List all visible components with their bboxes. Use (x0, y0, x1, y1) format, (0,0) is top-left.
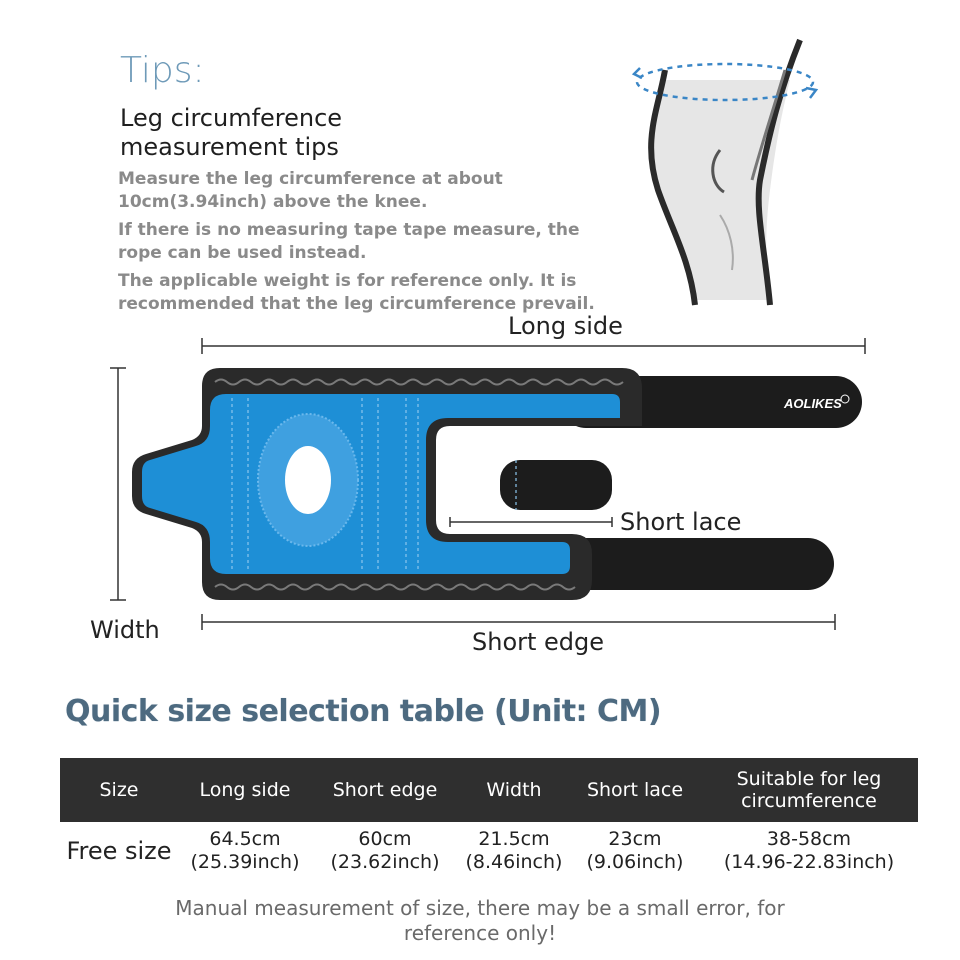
short-edge-inch: (23.62inch) (330, 851, 440, 873)
tips-title: Tips: (120, 50, 205, 91)
bottom-strap (560, 538, 834, 590)
header-long-side: Long side (178, 758, 312, 822)
long-side-cm: 64.5cm (209, 828, 281, 850)
header-size: Size (60, 758, 178, 822)
arrow-left-icon (634, 68, 642, 78)
middle-strap (500, 460, 612, 510)
cell-long-side (178, 822, 312, 880)
circ-inch: (14.96-22.83inch) (723, 851, 895, 873)
tips-paragraph-1: Measure the leg circumference at about 10cm(3.94inch) above the knee. (118, 169, 503, 212)
short-lace-inch: (9.06inch) (586, 851, 684, 873)
long-side-dimension (202, 338, 865, 354)
short-lace-cm: 23cm (608, 828, 662, 850)
width-dimension (110, 368, 126, 600)
header-width: Width (458, 758, 570, 822)
size-table-title: Quick size selection table (Unit: CM) (65, 694, 662, 729)
cell-leg-circumference (700, 822, 918, 880)
cell-width (458, 822, 570, 880)
tips-subtitle-line1: Leg circumference (120, 104, 343, 132)
size-table (60, 758, 918, 880)
short-lace-pointer (450, 517, 612, 527)
cell-size: Free size (60, 822, 178, 880)
tips-paragraph-3: The applicable weight is for reference only. It is recommended that the leg circumference prevail. (118, 271, 595, 314)
product-drawing (0, 320, 960, 660)
arrow-right-icon (806, 88, 816, 98)
tips-body (118, 168, 618, 321)
header-leg-circumference: Suitable for leg circumference (700, 758, 918, 822)
patella-hole (285, 446, 331, 514)
circ-cm: 38-58cm (766, 828, 852, 850)
header-short-edge: Short edge (312, 758, 458, 822)
knee-illustration (620, 30, 820, 310)
footer-note: Manual measurement of size, there may be a small error, for reference only! (175, 896, 785, 945)
brand-logo: AOLIKES (784, 396, 842, 411)
long-side-label: Long side (508, 312, 623, 340)
width-label: Width (90, 616, 160, 644)
header-short-lace: Short lace (570, 758, 700, 822)
long-side-inch: (25.39inch) (190, 851, 300, 873)
width-cm: 21.5cm (478, 828, 550, 850)
tips-subtitle (120, 104, 342, 162)
short-edge-label: Short edge (472, 628, 605, 656)
table-row (60, 822, 918, 880)
short-lace-label: Short lace (620, 508, 742, 536)
table-header-row (60, 758, 918, 822)
tips-subtitle-line2: measurement tips (120, 133, 339, 161)
width-inch: (8.46inch) (465, 851, 563, 873)
tips-paragraph-2: If there is no measuring tape tape measure, the rope can be used instead. (118, 220, 580, 263)
short-edge-cm: 60cm (358, 828, 412, 850)
cell-short-edge (312, 822, 458, 880)
cell-short-lace (570, 822, 700, 880)
